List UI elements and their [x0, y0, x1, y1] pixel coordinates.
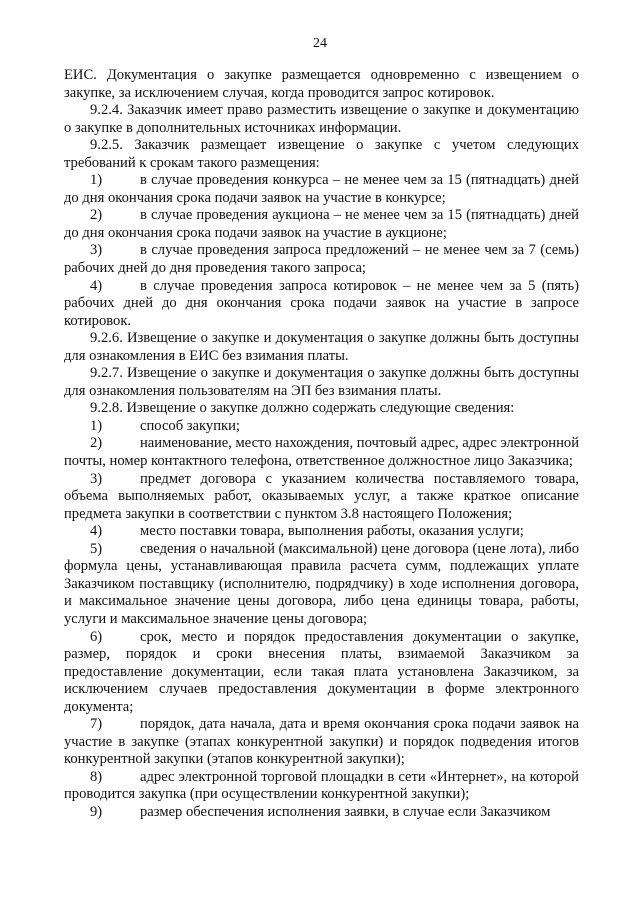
list-number: 4) — [90, 523, 103, 540]
list-text: способ закупки; — [140, 417, 240, 434]
list-item — [64, 435, 579, 470]
list-item — [64, 418, 579, 436]
page-number: 24 — [313, 36, 327, 51]
list-number: 4) — [90, 277, 103, 294]
paragraph: 9.2.5. Заказчик размещает извещение о закупке с учетом следующих требований к срокам такого размещения: — [64, 137, 579, 171]
list-text: в случае проведения аукциона – не менее чем за 15 (пятнадцать) дней до дня окончания срока подачи заявок на участие в аукционе; — [64, 207, 579, 241]
list-number: 3) — [90, 470, 103, 487]
list-item — [64, 629, 579, 717]
paragraph: 9.2.6. Извещение о закупке и документация о закупке должны быть доступны для ознакомления в ЕИС без взимания платы. — [64, 330, 579, 364]
list-text: наименование, место нахождения, почтовый адрес, адрес электронной почты, номер контактного телефона, ответственное должностное лицо Заказчика; — [64, 435, 579, 470]
paragraph: ЕИС. Документация о закупке размещается одновременно с извещением о закупке, за исключением случая, когда проводится запрос котировок. — [64, 67, 579, 101]
list-text: в случае проведения конкурса – не менее чем за 15 (пятнадцать) дней до дня окончания срока подачи заявок на участие в конкурсе; — [64, 172, 579, 206]
paragraph: 9.2.8. Извещение о закупке должно содержать следующие сведения: — [90, 400, 515, 417]
list-number: 7) — [90, 716, 103, 733]
list-item — [64, 716, 579, 769]
list-item — [64, 769, 579, 804]
list-number: 2) — [90, 435, 103, 452]
list-item — [64, 207, 579, 242]
list-item — [64, 541, 579, 629]
list-text: предмет договора с указанием количества поставляемого товара, объема выполняемых работ, оказываемых услуг, а также краткое описание предмета закупки в соответствии с пунктом 3.8 настоящего Положения; — [64, 470, 579, 522]
list-item — [64, 278, 579, 331]
list-number: 2) — [90, 207, 103, 224]
list-number: 5) — [90, 540, 103, 557]
list-text: в случае проведения запроса котировок – не менее чем за 5 (пять) рабочих дней до дня окончания срока подачи заявок на участие в запросе котировок. — [64, 277, 579, 329]
list-text: срок, место и порядок предоставления документации о закупке, размер, порядок и сроки внесения платы, взимаемой Заказчиком за предоставление документации, если такая плата установлена Заказчиком, за исключением случаев предоставления документации в форме электронного документа; — [64, 628, 579, 715]
list-item — [64, 172, 579, 207]
list-number: 9) — [90, 803, 103, 820]
list-text: порядок, дата начала, дата и время окончания срока подачи заявок на участие в закупке (этапах конкурентной закупки) и порядок подведения итогов конкурентной закупки (этапов конкурентной закупки); — [64, 716, 579, 768]
document-body — [64, 67, 579, 822]
list-item — [64, 471, 579, 524]
list-item — [64, 242, 579, 277]
list-number: 8) — [90, 768, 103, 785]
list-number: 1) — [90, 172, 103, 189]
list-text: размер обеспечения исполнения заявки, в случае если Заказчиком — [140, 803, 551, 820]
list-number: 6) — [90, 628, 103, 645]
list-item — [64, 804, 579, 822]
list-text: сведения о начальной (максимальной) цене договора (цене лота), либо формула цены, устанавливающая правила расчета сумм, подлежащих уплате Заказчиком поставщику (исполнителю, подрядчику) в ходе исполнения договора, и максимальное значение цены договора, либо цена единицы товара, работы, услуги и максимальное значение цены договора; — [64, 540, 579, 627]
paragraph: 9.2.4. Заказчик имеет право разместить извещение о закупке и документацию о закупке в дополнительных источниках информации. — [64, 102, 579, 136]
list-text: адрес электронной торговой площадки в сети «Интернет», на которой проводится закупка (при осуществлении конкурентной закупки); — [64, 768, 579, 803]
list-item — [64, 523, 579, 541]
list-number: 3) — [90, 242, 103, 259]
list-text: в случае проведения запроса предложений – не менее чем за 7 (семь) рабочих дней до дня проведения такого запроса; — [64, 242, 579, 277]
list-number: 1) — [90, 417, 103, 434]
list-text: место поставки товара, выполнения работы, оказания услуги; — [140, 523, 524, 540]
paragraph: 9.2.7. Извещение о закупке и документация о закупке должны быть доступны для ознакомления пользователям на ЭП без взимания платы. — [64, 365, 579, 399]
